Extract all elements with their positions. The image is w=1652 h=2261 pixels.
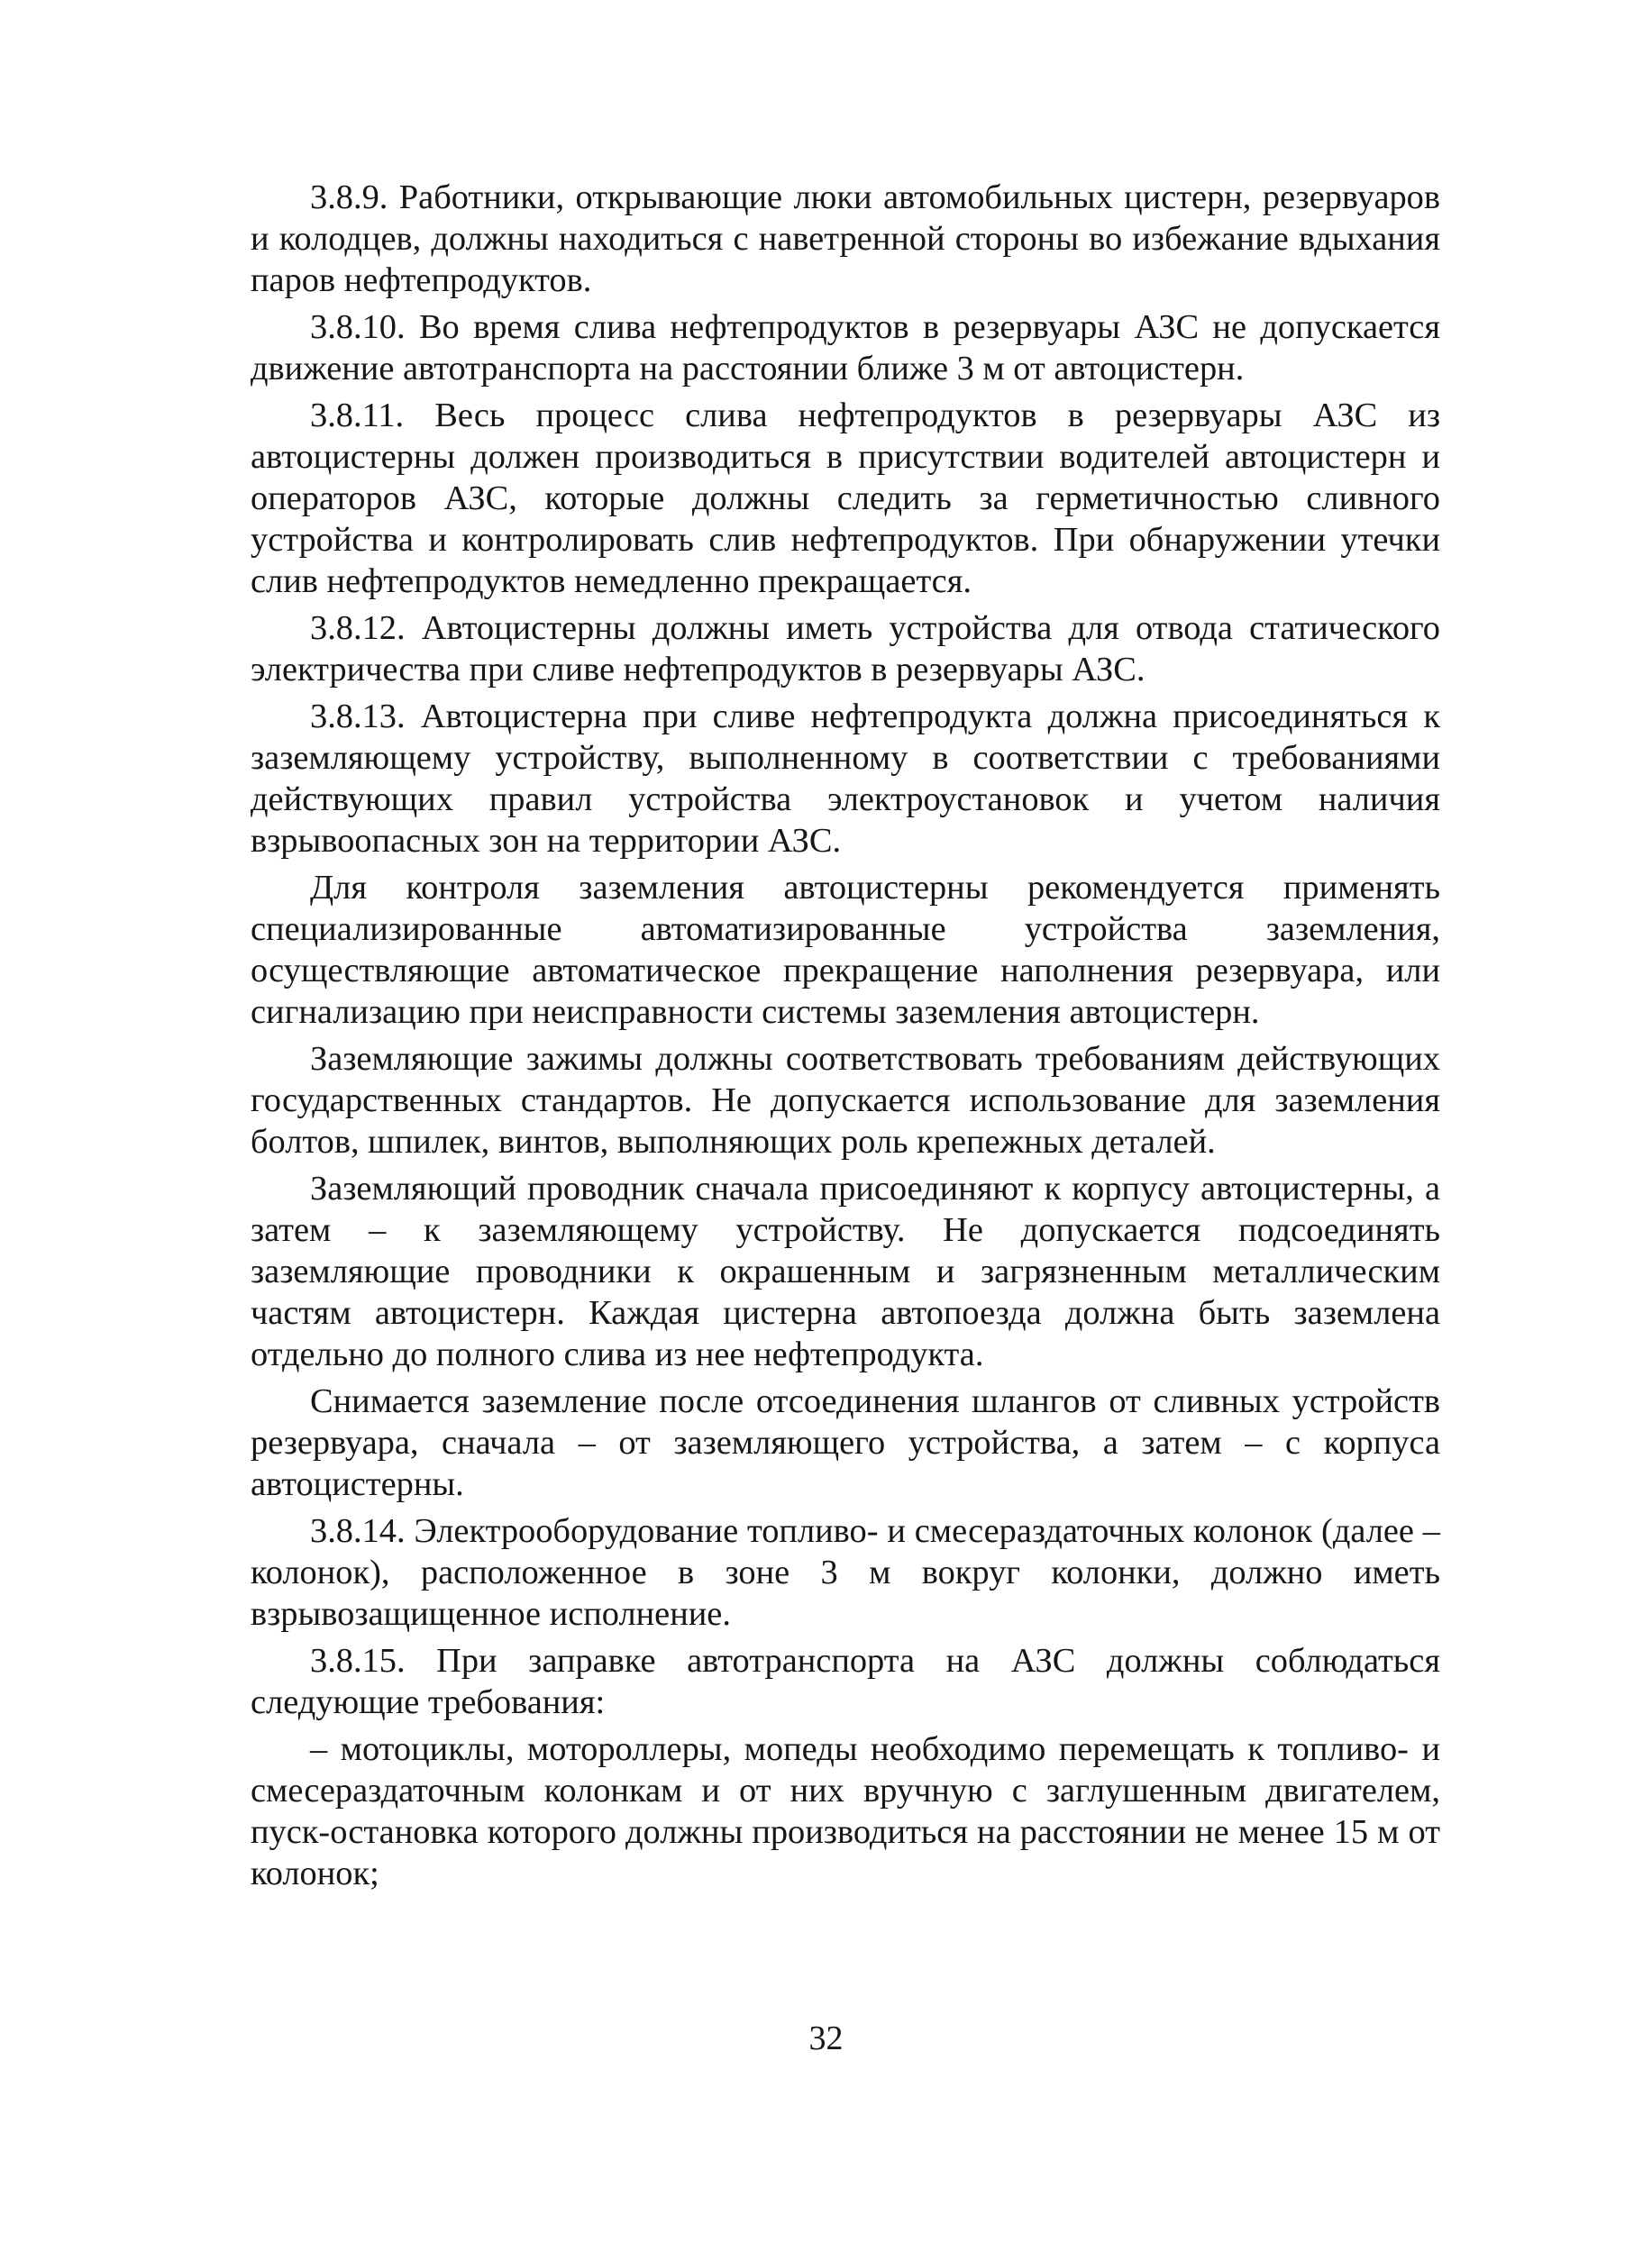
list-item-motorcycles: – мотоциклы, мотороллеры, мопеды необходимо перемещать к топливо- и смесераздаточным колонкам и от них вручную с заглушенным двигателем, пуск-остановка которого должны производиться на расстоянии не менее 15 м от колонок;	[251, 1730, 1440, 1892]
paragraph-grounding-clamps: Заземляющие зажимы должны соответствовать требованиям действующих государственных стандартов. Не допускается использование для заземления болтов, шпилек, винтов, выполняющих роль крепежных деталей.	[251, 1040, 1440, 1161]
paragraph-grounding-conductor: Заземляющий проводник сначала присоединяют к корпусу автоцистерны, а затем – к заземляющему устройству. Не допускается подсоединять заземляющие проводники к окрашенным и загрязненным металлическим частям автоцистерн. Каждая цистерна автопоезда должна быть заземлена отдельно до полного слива из нее нефтепродукта.	[251, 1170, 1440, 1373]
paragraph-3-8-13: 3.8.13. Автоцистерна при сливе нефтепродукта должна присоединяться к заземляющему устройству, выполненному в соответствии с требованиями действующих правил устройства электроустановок и учетом наличия взрывоопасных зон на территории АЗС.	[251, 697, 1440, 860]
page-number: 32	[808, 2019, 844, 2057]
paragraph-3-8-12: 3.8.12. Автоцистерны должны иметь устройства для отвода статического электричества при сливе нефтепродуктов в резервуары АЗС.	[251, 609, 1440, 688]
paragraph-3-8-10: 3.8.10. Во время слива нефтепродуктов в резервуары АЗС не допускается движение автотранспорта на расстоянии ближе 3 м от автоцистерн.	[251, 308, 1440, 387]
paragraph-3-8-11: 3.8.11. Весь процесс слива нефтепродуктов в резервуары АЗС из автоцистерны должен производиться в присутствии водителей автоцистерн и операторов АЗС, которые должны следить за герметичностью сливного устройства и контролировать слив нефтепродуктов. При обнаружении утечки слив нефтепродуктов немедленно прекращается.	[251, 397, 1440, 600]
paragraph-3-8-14: 3.8.14. Электрооборудование топливо- и смесераздаточных колонок (далее – колонок), расположенное в зоне 3 м вокруг колонки, должно иметь взрывозащищенное исполнение.	[251, 1512, 1440, 1633]
body-text	[251, 177, 1440, 1900]
paragraph-grounding-control: Для контроля заземления автоцистерны рекомендуется применять специализированные автоматизированные устройства заземления, осуществляющие автоматическое прекращение наполнения резервуара, или сигнализацию при неисправности системы заземления автоцистерн.	[251, 869, 1440, 1031]
paragraph-grounding-removal: Снимается заземление после отсоединения шлангов от сливных устройств резервуара, сначала – от заземляющего устройства, а затем – с корпуса автоцистерны.	[251, 1382, 1440, 1503]
paragraph-3-8-15: 3.8.15. При заправке автотранспорта на АЗС должны соблюдаться следующие требования:	[251, 1642, 1440, 1721]
paragraph-3-8-9: 3.8.9. Работники, открывающие люки автомобильных цистерн, резервуаров и колодцев, должны находиться с наветренной стороны во избежание вдыхания паров нефтепродуктов.	[251, 178, 1440, 299]
